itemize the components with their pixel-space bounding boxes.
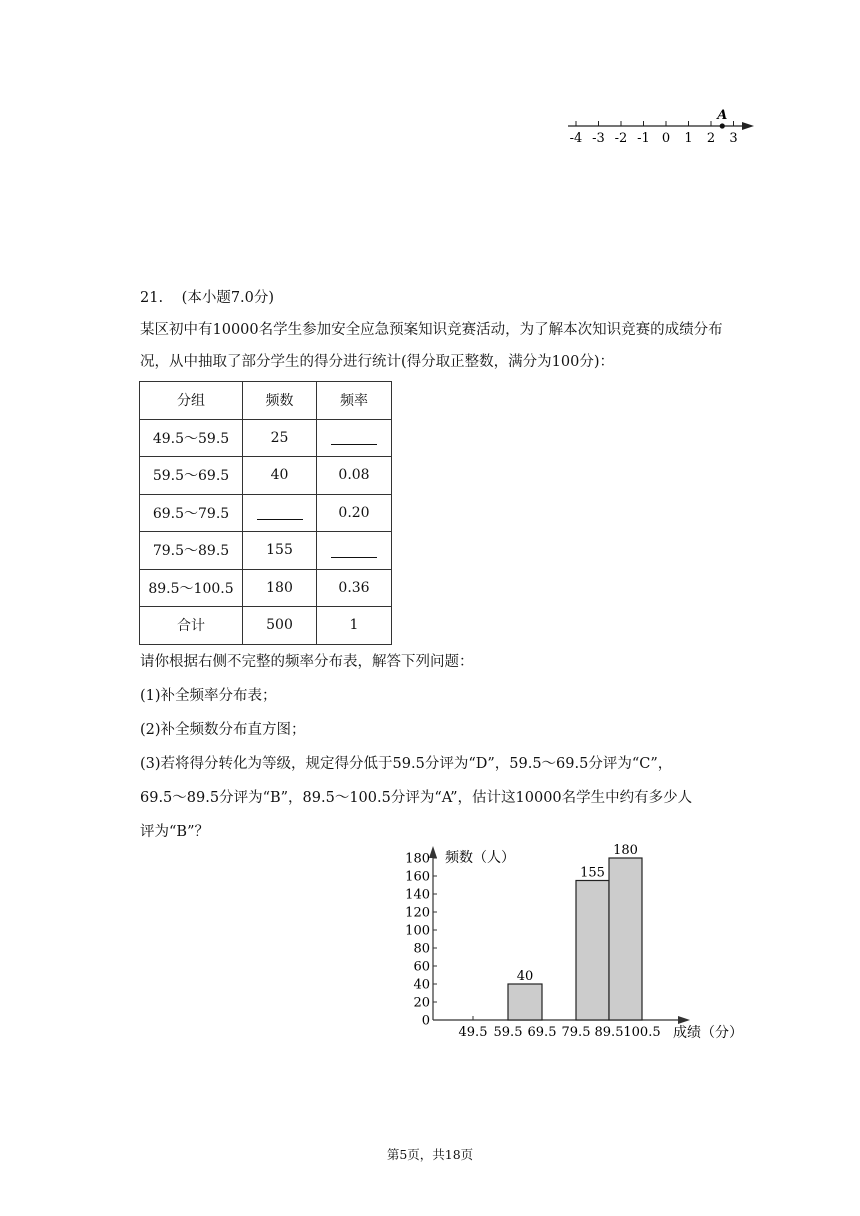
x-axis-arrow-icon: [678, 1016, 690, 1024]
question-score: (本小题7.0分): [181, 290, 275, 306]
histogram-bar: [576, 881, 609, 1021]
header-count: 频数: [243, 382, 317, 420]
table-row: [140, 569, 392, 607]
cell-count-blank: [243, 494, 317, 532]
cell-group: 79.5～89.5: [140, 532, 243, 570]
question-header: [140, 288, 274, 308]
x-axis-label: 成绩（分）: [673, 1025, 743, 1041]
fill-blank: [257, 505, 303, 520]
cell-group: 59.5～69.5: [140, 457, 243, 495]
fill-blank: [331, 543, 377, 558]
frequency-table: [139, 381, 392, 645]
x-tick-label: 49.5: [458, 1025, 488, 1040]
cell-rate: 0.36: [317, 569, 392, 607]
cell-count: 25: [243, 419, 317, 457]
y-tick-label: 100: [405, 923, 430, 939]
y-tick-label: 160: [405, 869, 430, 885]
part-3-line-2: 69.5～89.5分评为“B”，89.5～100.5分评为“A”，估计这10000名学生中约有多少人: [140, 790, 693, 806]
y-tick-label: 20: [413, 995, 430, 1011]
intro-line-1: 某区初中有10000名学生参加安全应急预案知识竞赛活动，为了解本次知识竞赛的成绩分布: [140, 322, 723, 338]
prompt-text: 请你根据右侧不完整的频率分布表，解答下列问题：: [140, 654, 474, 670]
cell-count: 180: [243, 569, 317, 607]
table-row: [140, 494, 392, 532]
x-tick-label: 100.5: [623, 1025, 661, 1040]
part-3-line-1: (3)若将得分转化为等级，规定得分低于59.5分评为“D”，59.5～69.5分评为“C”，: [140, 756, 673, 772]
cell-total-label: 合计: [140, 607, 243, 645]
number-line-tick-label: -3: [592, 131, 605, 146]
number-line-tick-label: -1: [637, 131, 650, 146]
x-tick-label: 89.5: [594, 1025, 624, 1040]
cell-rate: 0.08: [317, 457, 392, 495]
table-row: [140, 532, 392, 570]
histogram-bar: [508, 984, 542, 1020]
arrow-icon: [742, 122, 754, 130]
x-tick-label: 69.5: [527, 1025, 557, 1040]
cell-group: 89.5～100.5: [140, 569, 243, 607]
cell-count: 40: [243, 457, 317, 495]
bar-data-label: 180: [613, 843, 638, 858]
fill-blank: [331, 430, 377, 445]
table-row: [140, 419, 392, 457]
number-line-tick-label: 1: [684, 131, 693, 146]
table-total-row: [140, 607, 392, 645]
number-line-tick-label: -4: [569, 131, 583, 146]
number-line-tick-label: 2: [706, 131, 716, 146]
x-tick-label: 59.5: [493, 1025, 523, 1040]
y-axis-label: 频数（人）: [445, 850, 515, 866]
number-line-tick-label: 0: [661, 131, 671, 146]
x-tick-label: 79.5: [561, 1025, 591, 1040]
y-tick-label: 180: [405, 851, 430, 867]
cell-total-count: 500: [243, 607, 317, 645]
y-axis-arrow-icon: [429, 846, 437, 858]
question-number: 21.: [140, 290, 164, 306]
number-line-tick-label: 3: [729, 131, 738, 146]
header-group: 分组: [140, 382, 243, 420]
y-tick-label: 60: [413, 959, 430, 975]
bar-data-label: 40: [516, 969, 534, 984]
part-3-line-3: 评为“B”？: [140, 824, 209, 840]
part-1: (1)补全频率分布表；: [140, 688, 277, 704]
table-header-row: [140, 382, 392, 420]
y-tick-label: 40: [413, 977, 430, 993]
cell-rate-blank: [317, 419, 392, 457]
header-rate: 频率: [317, 382, 392, 420]
cell-group: 49.5～59.5: [140, 419, 243, 457]
frequency-histogram: [400, 840, 770, 1050]
cell-rate: 0.20: [317, 494, 392, 532]
histogram-bar: [609, 858, 642, 1020]
number-line: [560, 98, 760, 150]
cell-count: 155: [243, 532, 317, 570]
intro-line-2: 况，从中抽取了部分学生的得分进行统计(得分取正整数，满分为100分)：: [140, 354, 614, 370]
y-tick-label: 80: [413, 941, 430, 957]
point-a-label: A: [717, 108, 728, 123]
bar-data-label: 155: [580, 865, 605, 881]
y-tick-label: 140: [405, 887, 430, 903]
page-footer: 第5页，共18页: [386, 1147, 474, 1162]
part-2: (2)补全频数分布直方图；: [140, 722, 306, 738]
cell-group: 69.5～79.5: [140, 494, 243, 532]
cell-rate-blank: [317, 532, 392, 570]
table-row: [140, 457, 392, 495]
cell-total-rate: 1: [317, 607, 392, 645]
point-a-marker: [720, 123, 725, 128]
y-tick-label: 120: [405, 905, 430, 921]
number-line-tick-label: -2: [614, 131, 628, 146]
y-tick-label: 0: [421, 1013, 430, 1029]
